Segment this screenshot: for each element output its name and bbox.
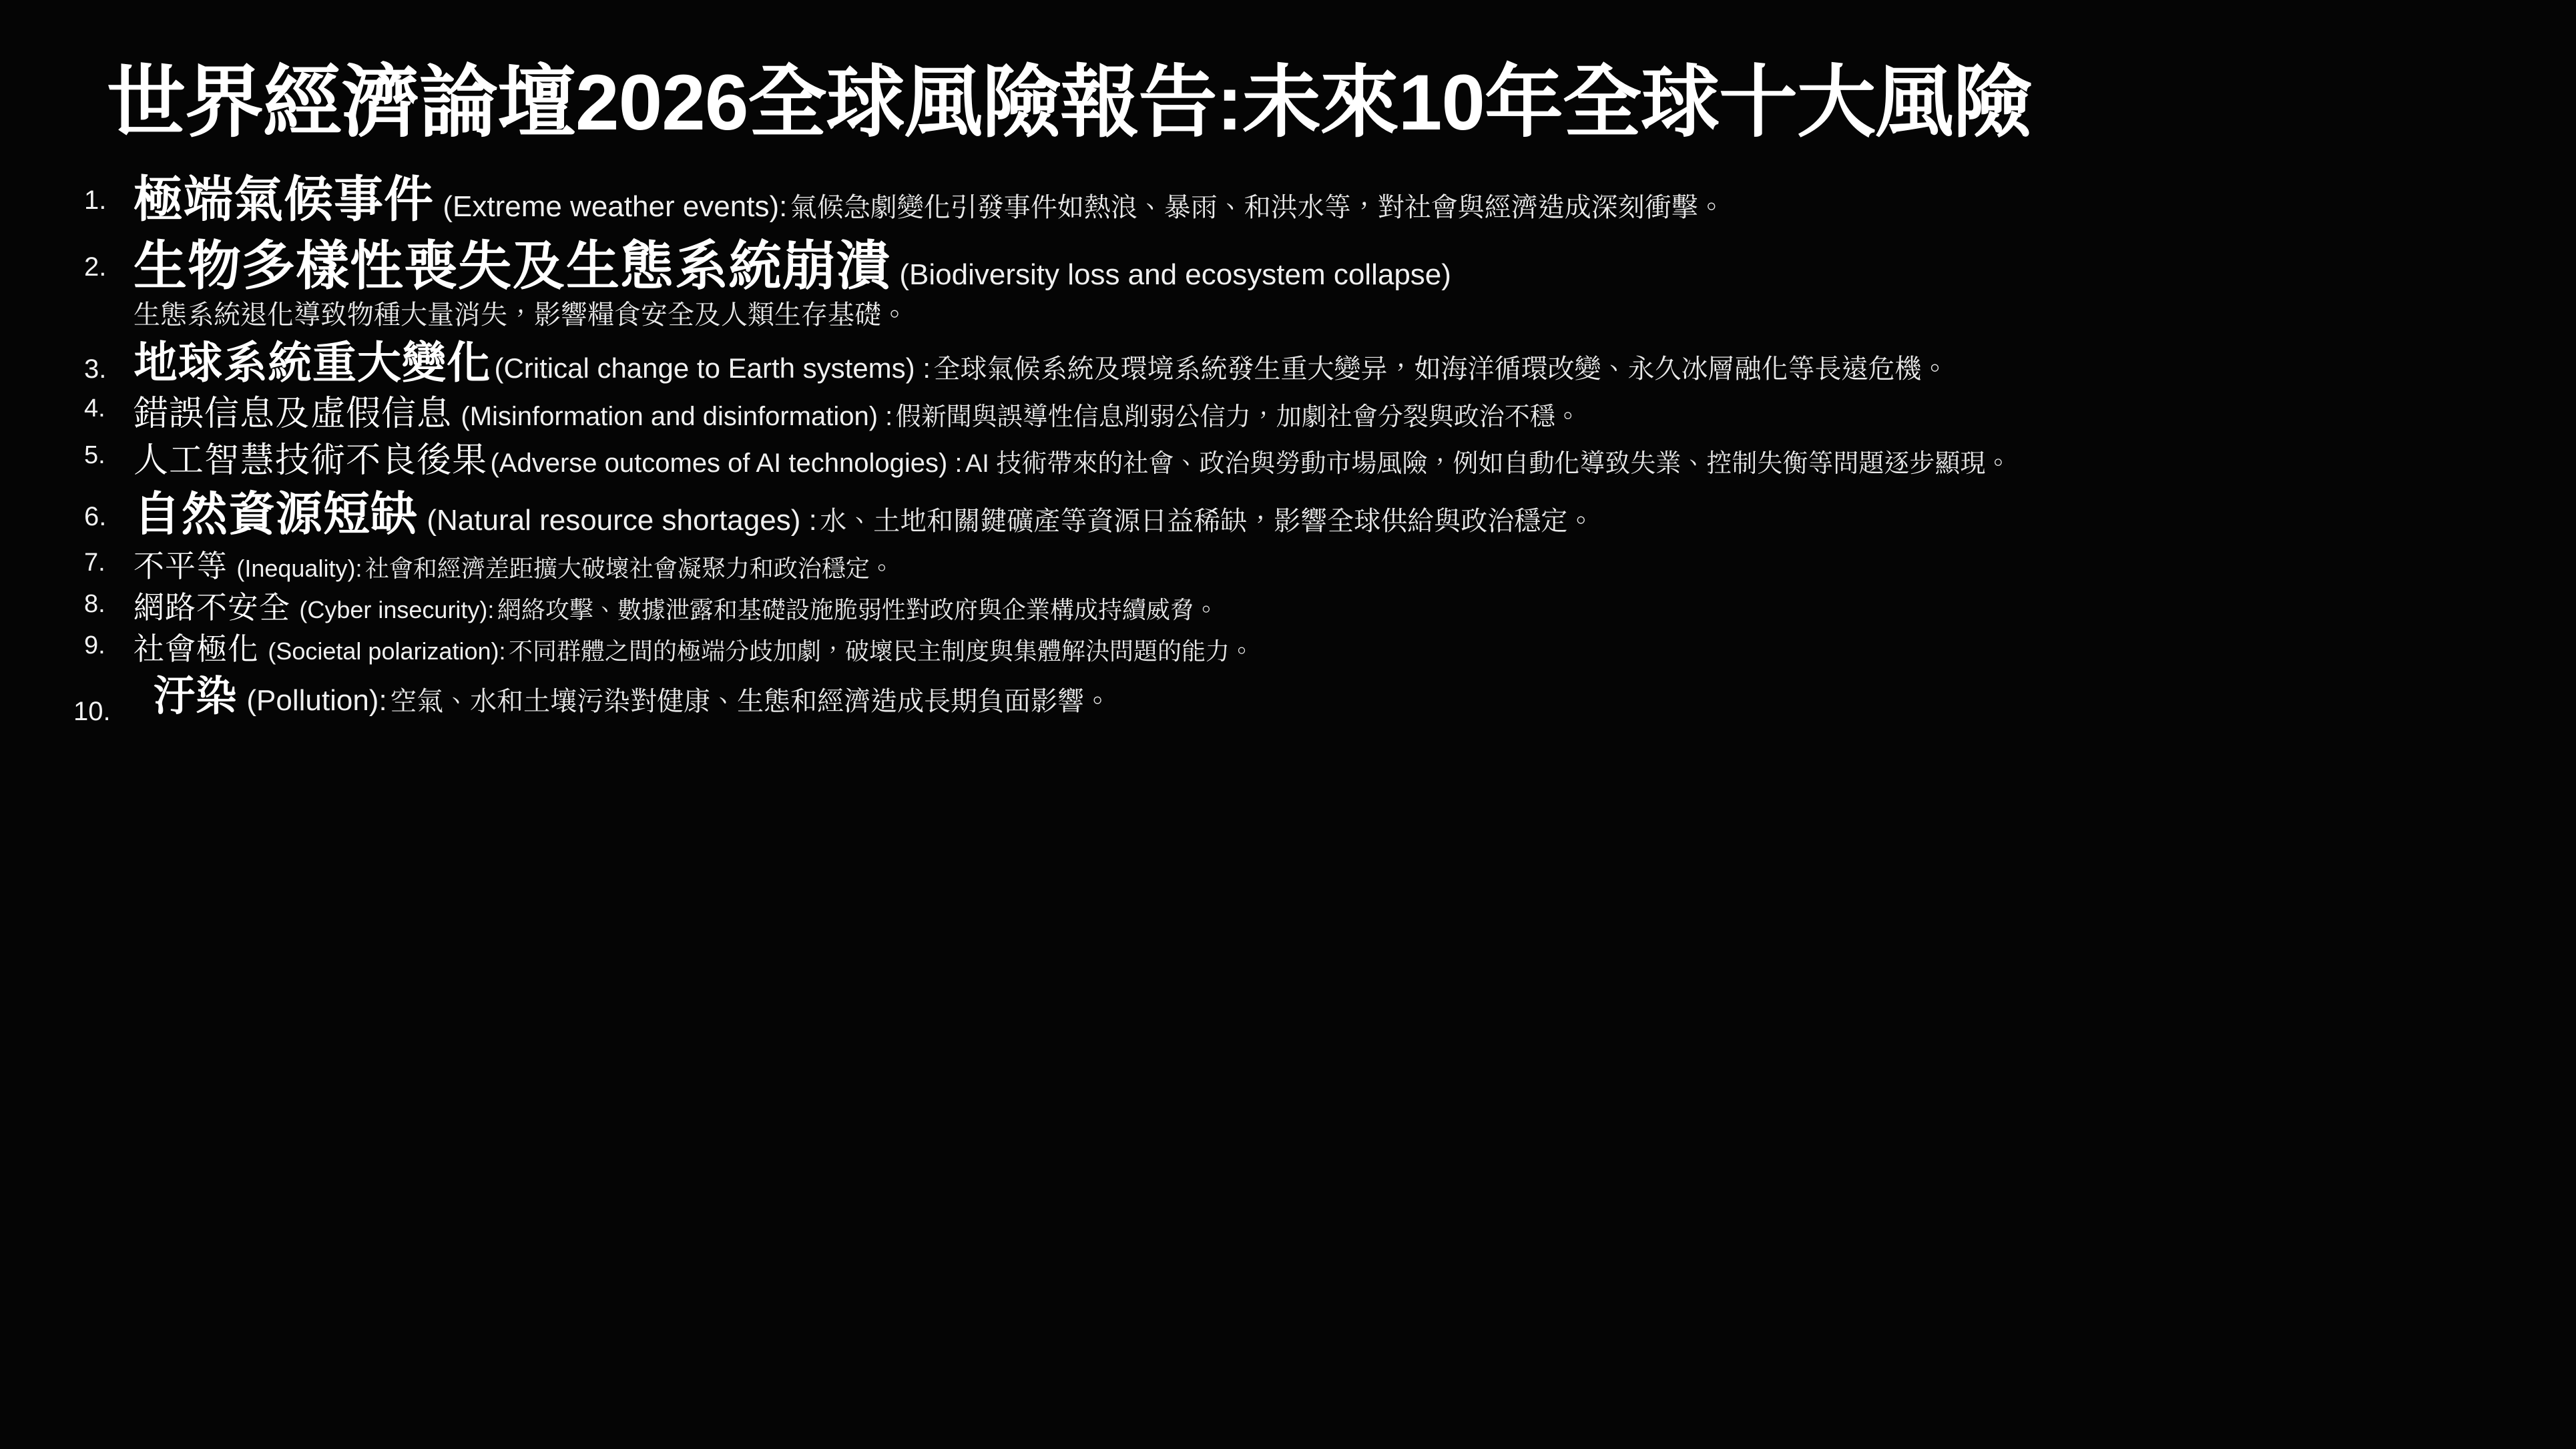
risk-name-zh: 生物多樣性喪失及生態系統崩潰 <box>134 236 890 296</box>
list-item-number: 8. <box>84 589 105 618</box>
risk-description: 假新聞與誤導性信息削弱公信力，加劇社會分裂與政治不穩。 <box>895 403 1581 432</box>
risk-description: 不同群體之間的極端分歧加劇，破壞民主制度與集體解決問題的能力。 <box>508 637 1254 665</box>
list-item <box>53 671 2523 726</box>
risk-description: 水、土地和關鍵礦產等資源日益稀缺，影響全球供給與政治穩定。 <box>820 507 1595 537</box>
page-title: 世界經濟論壇2026全球風險報告:未來10年全球十大風險 <box>107 59 2032 147</box>
risk-name-zh: 極端氣候事件 <box>134 172 434 228</box>
list-item-number: 1. <box>84 186 107 216</box>
risk-name-en: (Cyber insecurity): <box>299 595 495 623</box>
risk-name-en: (Pollution): <box>246 683 387 717</box>
list-item <box>53 630 2523 667</box>
list-item <box>53 336 2523 390</box>
risk-description: 空氣、水和土壤污染對健康、生態和經濟造成長期負面影響。 <box>390 686 1111 716</box>
risk-name-en: (Extreme weather events): <box>443 190 788 224</box>
list-item-number: 4. <box>84 394 105 423</box>
risk-name-zh: 錯誤信息及虛假信息 <box>134 394 453 434</box>
risk-list <box>53 170 2523 726</box>
risk-name-en: (Societal polarization): <box>268 637 506 665</box>
list-item <box>53 234 2523 331</box>
risk-name-en: (Inequality): <box>236 554 362 582</box>
list-item <box>53 393 2523 435</box>
list-item <box>53 486 2523 543</box>
risk-name-en: (Misinformation and disinformation) : <box>461 402 893 432</box>
risk-description: 氣候急劇變化引發事件如熱浪、暴雨、和洪水等，對社會與經濟造成深刻衝擊。 <box>790 193 1725 223</box>
risk-name-en: (Adverse outcomes of AI technologies) : <box>490 448 963 478</box>
risk-description: 全球氣候系統及環境系統發生重大變异，如海洋循環改變、永久冰層融化等長遠危機。 <box>933 354 1949 384</box>
risk-name-zh: 汙染 <box>154 673 238 719</box>
list-item-number: 5. <box>84 441 105 469</box>
list-item <box>53 170 2523 230</box>
list-item-number: 9. <box>84 631 105 659</box>
risk-description: 社會和經濟差距擴大破壞社會凝聚力和政治穩定。 <box>364 554 894 582</box>
risk-description: 生態系統退化導致物種大量消失，影響糧食安全及人類生存基礎。 <box>134 300 908 330</box>
risk-name-zh: 社會極化 <box>134 631 259 666</box>
risk-name-zh: 網路不安全 <box>134 589 290 625</box>
list-item-number: 10. <box>73 696 111 726</box>
risk-name-en: (Biodiversity loss and ecosystem collapse) <box>899 258 1451 292</box>
list-item-number: 7. <box>84 548 105 577</box>
list-item <box>53 440 2523 482</box>
risk-name-zh: 地球系統重大變化 <box>134 337 491 387</box>
risk-name-en: (Critical change to Earth systems) : <box>494 352 931 384</box>
risk-description: AI 技術帶來的社會、政治與勞動市場風險，例如自動化導致失業、控制失衡等問題逐步顯現。 <box>965 449 2011 478</box>
risk-name-en: (Natural resource shortages) : <box>427 504 817 537</box>
risk-name-zh: 自然資源短缺 <box>134 488 418 541</box>
list-item-number: 6. <box>84 502 107 532</box>
risk-name-zh: 不平等 <box>134 548 228 583</box>
list-item <box>53 589 2523 626</box>
list-item <box>53 547 2523 585</box>
list-item-number: 2. <box>84 252 107 282</box>
risk-name-zh: 人工智慧技術不良後果 <box>134 441 488 480</box>
list-item-number: 3. <box>84 354 107 384</box>
risk-description: 網絡攻擊、數據泄露和基礎設施脆弱性對政府與企業構成持續威脅。 <box>497 595 1218 623</box>
